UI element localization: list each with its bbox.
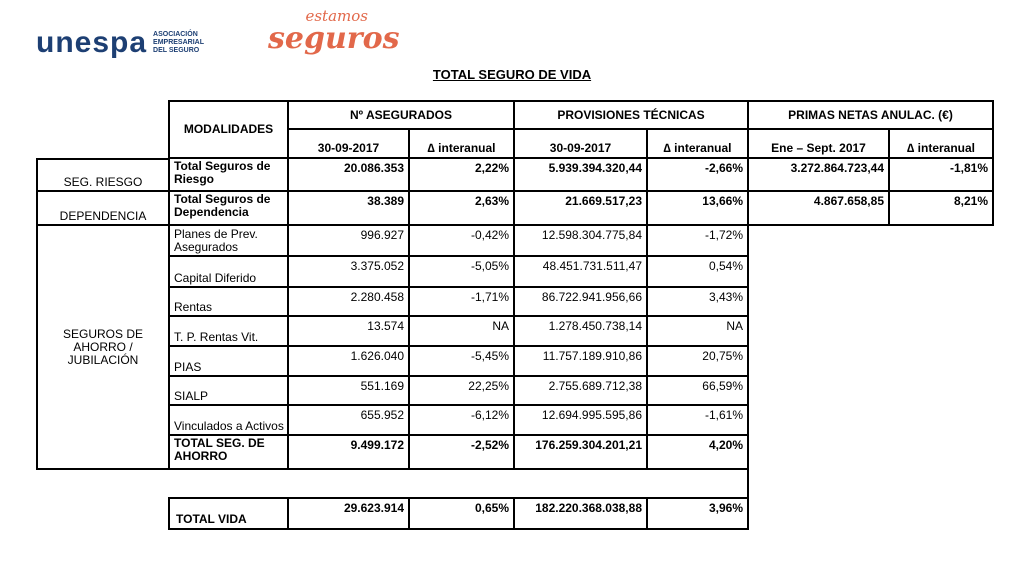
table-border bbox=[168, 345, 749, 347]
column-header-modalidades: MODALIDADES bbox=[183, 122, 274, 136]
cell-asegurados-delta: -1,71% bbox=[470, 290, 509, 304]
cell-provisiones: 176.259.304.201,21 bbox=[535, 438, 642, 452]
cell-provisiones: 1.278.450.738,14 bbox=[548, 319, 642, 333]
table-border bbox=[168, 497, 170, 530]
cell-asegurados: 655.952 bbox=[360, 408, 404, 422]
table-border bbox=[646, 497, 648, 530]
cell-provisiones: 12.694.995.595,86 bbox=[541, 408, 642, 422]
table-border bbox=[168, 157, 994, 159]
cell-primas-delta: -1,81% bbox=[949, 161, 988, 175]
table-border bbox=[168, 100, 994, 102]
cell-asegurados-delta: 22,25% bbox=[468, 379, 509, 393]
cell-provisiones-delta: 0,54% bbox=[708, 259, 743, 273]
cell-primas-delta: 8,21% bbox=[953, 194, 988, 208]
row-name: Vinculados a Activos bbox=[174, 419, 284, 433]
cell-provisiones: 21.669.517,23 bbox=[565, 194, 642, 208]
table-border bbox=[287, 100, 289, 470]
subheader-date: 30-09-2017 bbox=[549, 141, 612, 155]
row-name: T. P. Rentas Vit. bbox=[174, 330, 259, 344]
cell-provisiones-delta: -2,66% bbox=[704, 161, 743, 175]
table-border bbox=[168, 315, 749, 317]
cell-provisiones: 2.755.689.712,38 bbox=[548, 379, 642, 393]
campaign-logo-line2: seguros bbox=[268, 21, 400, 56]
table-border bbox=[168, 255, 749, 257]
cell-asegurados: 1.626.040 bbox=[350, 349, 404, 363]
cell-asegurados: 2.280.458 bbox=[350, 290, 404, 304]
row-name: Rentas bbox=[174, 300, 213, 314]
cell-provisiones: 11.757.189.910,86 bbox=[542, 349, 642, 363]
column-header-provisiones: PROVISIONES TÉCNICAS bbox=[557, 107, 705, 122]
table-border bbox=[36, 158, 170, 160]
table-border bbox=[992, 100, 994, 226]
cell-asegurados-delta: NA bbox=[492, 319, 509, 333]
table-border bbox=[513, 100, 515, 470]
unespa-subtitle-line: EMPRESARIAL bbox=[153, 39, 204, 46]
cell-asegurados-delta: -5,05% bbox=[470, 259, 509, 273]
table-border bbox=[168, 100, 170, 470]
row-name: PIAS bbox=[174, 360, 202, 374]
cell-provisiones-delta: -1,72% bbox=[704, 228, 743, 242]
table-border bbox=[646, 128, 648, 470]
cell-asegurados: 996.927 bbox=[360, 228, 404, 242]
table-border bbox=[747, 100, 749, 530]
table-border bbox=[287, 497, 289, 530]
row-name: Total Seguros de Dependencia bbox=[174, 192, 271, 219]
subheader-delta: ∆ interanual bbox=[906, 141, 976, 155]
cell-provisiones-delta: 3,43% bbox=[708, 290, 743, 304]
cell-asegurados-delta: -0,42% bbox=[470, 228, 509, 242]
subheader-delta: ∆ interanual bbox=[663, 141, 732, 155]
cell-asegurados-delta: 2,22% bbox=[474, 161, 509, 175]
campaign-logo-line1: estamos bbox=[305, 7, 368, 25]
cell-provisiones-delta: 20,75% bbox=[702, 349, 743, 363]
table-border bbox=[888, 128, 890, 226]
cell-asegurados: 20.086.353 bbox=[343, 161, 404, 175]
total-provisiones: 182.220.368.038,88 bbox=[535, 501, 642, 515]
cell-provisiones: 48.451.731.511,47 bbox=[542, 259, 642, 273]
table-border bbox=[408, 497, 410, 530]
cell-asegurados-delta: -6,12% bbox=[470, 408, 509, 422]
cell-asegurados: 3.375.052 bbox=[350, 259, 404, 273]
total-provisiones-delta: 3,96% bbox=[708, 501, 743, 515]
column-header-primas: PRIMAS NETAS ANULAC. (€) bbox=[788, 107, 953, 122]
cell-provisiones-delta: 13,66% bbox=[702, 194, 743, 208]
row-name: SIALP bbox=[174, 389, 209, 403]
page-title: TOTAL SEGURO DE VIDA bbox=[432, 67, 592, 82]
row-name: Total Seguros de Riesgo bbox=[174, 159, 271, 186]
column-header-asegurados: Nº ASEGURADOS bbox=[350, 107, 452, 122]
cell-asegurados: 551.169 bbox=[360, 379, 404, 393]
cell-provisiones: 86.722.941.956,66 bbox=[541, 290, 642, 304]
total-row-name: TOTAL VIDA bbox=[176, 512, 247, 526]
cell-asegurados: 38.389 bbox=[367, 194, 404, 208]
table-border bbox=[408, 128, 410, 470]
cell-asegurados: 9.499.172 bbox=[350, 438, 404, 452]
table-border bbox=[168, 404, 749, 406]
subheader-date: 30-09-2017 bbox=[317, 141, 380, 155]
table-border bbox=[36, 224, 994, 226]
unespa-wordmark: unespa bbox=[36, 26, 148, 59]
cell-asegurados: 13.574 bbox=[367, 319, 404, 333]
total-asegurados: 29.623.914 bbox=[343, 501, 404, 515]
table-border bbox=[168, 497, 749, 499]
cell-provisiones-delta: 4,20% bbox=[708, 438, 743, 452]
cell-provisiones-delta: 66,59% bbox=[702, 379, 743, 393]
cell-asegurados-delta: -2,52% bbox=[470, 438, 509, 452]
table-border bbox=[36, 158, 38, 470]
cell-provisiones-delta: -1,61% bbox=[704, 408, 743, 422]
row-name: Capital Diferido bbox=[174, 271, 257, 285]
group-label-riesgo: SEG. RIESGO bbox=[63, 175, 143, 189]
cell-asegurados-delta: 2,63% bbox=[474, 194, 509, 208]
cell-primas: 4.867.658,85 bbox=[813, 194, 884, 208]
group-label-dependencia: DEPENDENCIA bbox=[59, 209, 147, 223]
cell-primas: 3.272.864.723,44 bbox=[790, 161, 884, 175]
row-name: TOTAL SEG. DE AHORRO bbox=[174, 436, 265, 463]
unespa-subtitle-line: ASOCIACIÓN bbox=[153, 31, 198, 38]
table-border bbox=[168, 286, 749, 288]
cell-provisiones: 12.598.304.775,84 bbox=[541, 228, 642, 242]
subheader-date: Ene – Sept. 2017 bbox=[771, 141, 866, 155]
table-border bbox=[168, 528, 749, 530]
table-border bbox=[513, 497, 515, 530]
cell-asegurados-delta: -5,45% bbox=[470, 349, 509, 363]
row-name: Planes de Prev. Asegurados bbox=[174, 227, 258, 254]
cell-provisiones-delta: NA bbox=[726, 319, 743, 333]
group-label-ahorro: SEGUROS DE AHORRO / JUBILACIÓN bbox=[62, 326, 143, 367]
table-border bbox=[36, 468, 749, 470]
unespa-subtitle-line: DEL SEGURO bbox=[153, 47, 200, 54]
total-asegurados-delta: 0,65% bbox=[474, 501, 509, 515]
subheader-delta: ∆ interanual bbox=[427, 141, 496, 155]
cell-provisiones: 5.939.394.320,44 bbox=[548, 161, 642, 175]
table-border bbox=[168, 375, 749, 377]
